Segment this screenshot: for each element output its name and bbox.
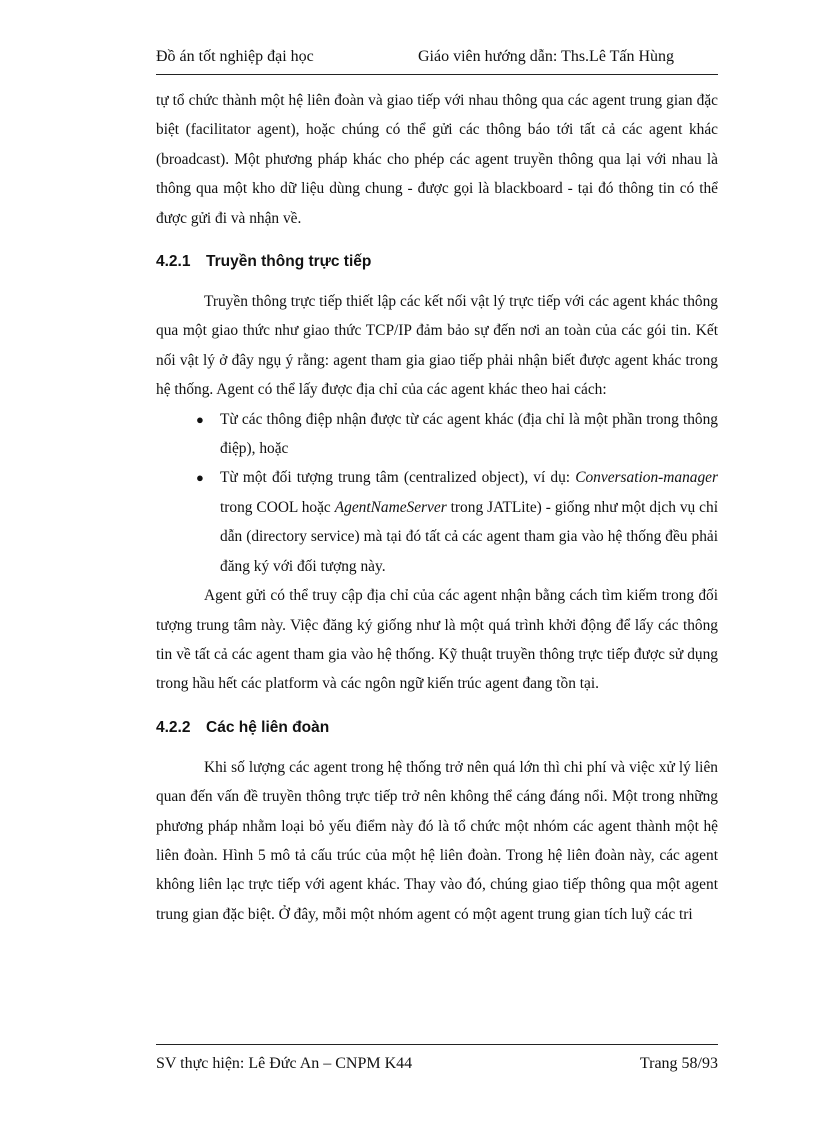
section-number: 4.2.1 (156, 253, 191, 271)
header-right: Giáo viên hướng dẫn: Ths.Lê Tấn Hùng (418, 48, 675, 65)
section-title: Truyền thông trực tiếp (206, 253, 372, 271)
list-item-text-a: Từ một đối tượng trung tâm (centralized object), ví dụ: (220, 469, 576, 487)
section-heading-4-2-2 (156, 717, 718, 739)
list-item-text-b: trong COOL hoặc (220, 498, 335, 516)
paragraph: Agent gửi có thể truy cập địa chỉ của các agent nhận bằng cách tìm kiếm trong đối tượng trung tâm này. Việc đăng ký giống như là một quá trình khởi động để lấy các thông tin về tất cả các agent tham gia vào hệ thống. Kỹ thuật truyền thông trực tiếp được sử dụng trong hầu hết các platform và các ngôn ngữ kiến trúc agent đang tồn tại. (156, 587, 718, 693)
bullet-icon: ● (196, 470, 204, 486)
list-item-italic-2: AgentNameServer (334, 498, 447, 516)
list-item-text: Từ các thông điệp nhận được từ các agent khác (địa chỉ là một phần trong thông điệp), hoặc (220, 410, 718, 458)
intro-paragraph: tự tổ chức thành một hệ liên đoàn và giao tiếp với nhau thông qua các agent trung gian đặc biệt (facilitator agent), hoặc chúng có thể gửi các thông báo tới tất cả các agent khác (broadcast). Một phương pháp khác cho phép các agent truyền thông qua lại với nhau là thông qua một kho dữ liệu dùng chung - được gọi là blackboard - tại đó thông tin có thể được gửi đi và nhận về. (156, 92, 718, 227)
bullet-list (156, 405, 718, 581)
list-item (156, 463, 718, 581)
page-number: Trang 58/93 (639, 1055, 718, 1072)
section-heading-4-2-1 (156, 251, 718, 273)
paragraph: Truyền thông trực tiếp thiết lập các kết nối vật lý trực tiếp với các agent khác thông qua một giao thức như giao thức TCP/IP đảm bảo sự đến nơi an toàn của các gói tin. Kết nối vật lý ở đây ngụ ý rằng: agent tham gia giao tiếp phải nhận biết được agent khác trong hệ thống. Agent có thể lấy được địa chỉ của các agent khác theo hai cách: (156, 293, 718, 399)
page-body (156, 86, 718, 929)
footer-author: SV thực hiện: Lê Đức An – CNPM K44 (156, 1055, 413, 1072)
page-footer (156, 1044, 718, 1079)
paragraph: Khi số lượng các agent trong hệ thống trở nên quá lớn thì chi phí và việc xử lý liên quan đến vấn đề truyền thông trực tiếp trở nên không thể cáng đáng nổi. Một trong những phương pháp nhằm loại bỏ yếu điểm này đó là tổ chức một nhóm các agent thành một hệ liên đoàn. Hình 5 mô tả cấu trúc của một hệ liên đoàn. Trong hệ liên đoàn này, các agent không liên lạc trực tiếp với agent khác. Thay vào đó, chúng giao tiếp thông qua một agent trung gian đặc biệt. Ở đây, mỗi một nhóm agent có một agent trung gian tích luỹ các tri (156, 758, 718, 923)
page-header (156, 48, 718, 75)
list-item-italic-1: Conversation-manager (575, 469, 718, 487)
section-title: Các hệ liên đoàn (206, 718, 330, 736)
list-item-text-c: trong JATLite) - giống như một dịch vụ chỉ dẫn (directory service) mà tại đó tất cả các agent tham gia vào hệ thống đều phải đăng ký với đối tượng này. (220, 498, 718, 575)
bullet-icon: ● (196, 411, 204, 427)
section-number: 4.2.2 (156, 718, 191, 736)
list-item (156, 405, 718, 464)
header-left: Đồ án tốt nghiệp đại học (156, 48, 314, 65)
